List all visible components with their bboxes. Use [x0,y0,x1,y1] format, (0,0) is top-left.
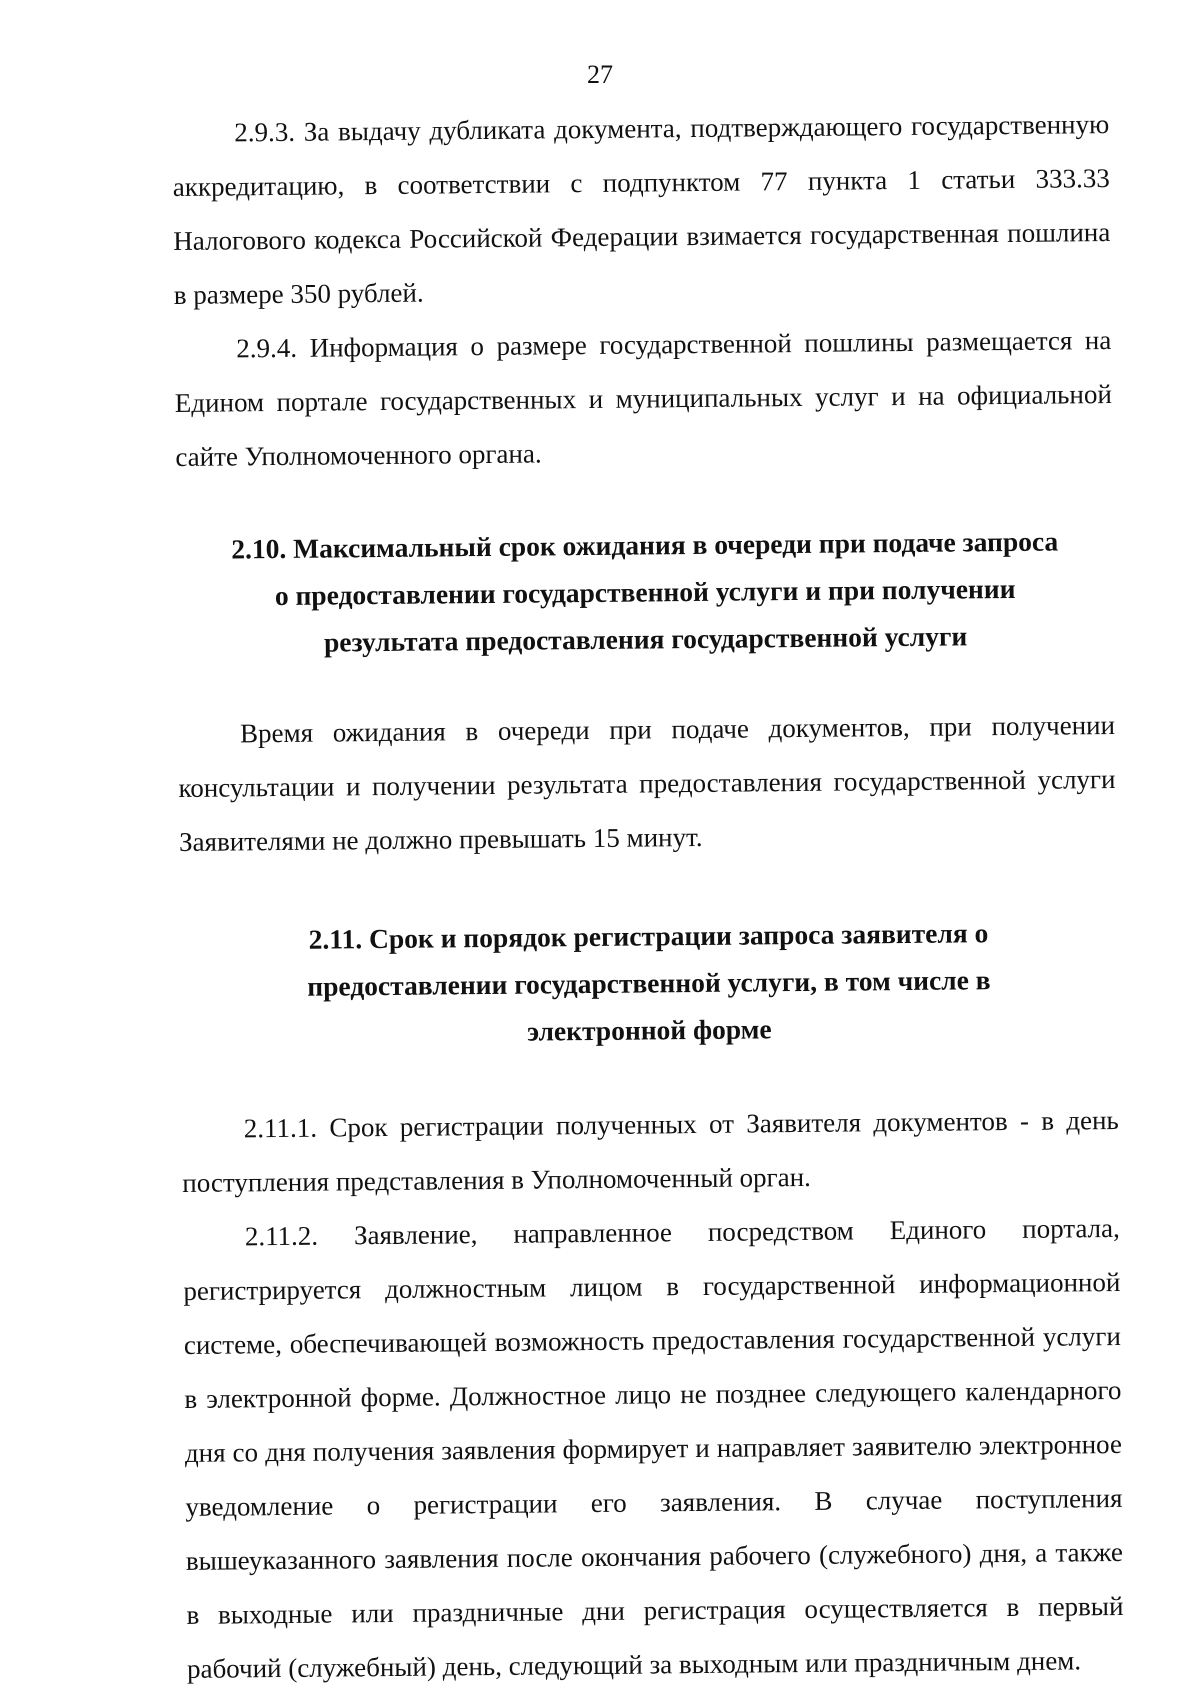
document-body [172,97,1124,1696]
section-heading-2-10: 2.10. Максимальный срок ожидания в очереди при подаче запроса о предоставлении государственной услуги и при получении результата предоставления государственной услуги [231,525,1059,658]
paragraph-2-9-3: 2.9.3. За выдачу дубликата документа, подтверждающего государственную аккредитацию, в соответствии с подпунктом 77 пункта 1 статьи 333.33 Налогового кодекса Российской Федерации взимается государственная пошлина в размере 350 рублей. [172,109,1111,310]
paragraph-2-11-2: 2.11.2. Заявление, направленное посредством Единого портала, регистрируется должностным лицом в государственной информационной системе, обеспечивающей возможность предоставления государственной услуги в электронной форме. Должностное лицо не позднее следующего календарного дня со дня получения заявления формирует и направляет заявителю электронное уведомление о регистрации его заявления. В случае поступления вышеуказанного заявления после окончания рабочего (служебного) дня, а также в выходные или праздничные дни регистрация осуществляется в первый рабочий (служебный) день, следующий за выходным или праздничным днем. [183,1212,1124,1684]
paragraph-2-11-1: 2.11.1. Срок регистрации полученных от Заявителя документов - в день поступления представления в Уполномоченный орган. [182,1104,1119,1198]
paragraph-2-9-4: 2.9.4. Информация о размере государственной пошлины размещается на Едином портале государственных и муниципальных услуг и на официальной сайте Уполномоченного органа. [174,324,1112,472]
section-heading-2-11: 2.11. Срок и порядок регистрации запроса заявителя о предоставлении государственной услуги, в том числе в электронной форме [307,917,991,1047]
paragraph-waiting-time: Время ожидания в очереди при подаче документов, при получении консультации и получении результата предоставления государственной услуги Заявителями не должно превышать 15 минут. [178,709,1116,857]
page-number: 27 [587,60,613,89]
